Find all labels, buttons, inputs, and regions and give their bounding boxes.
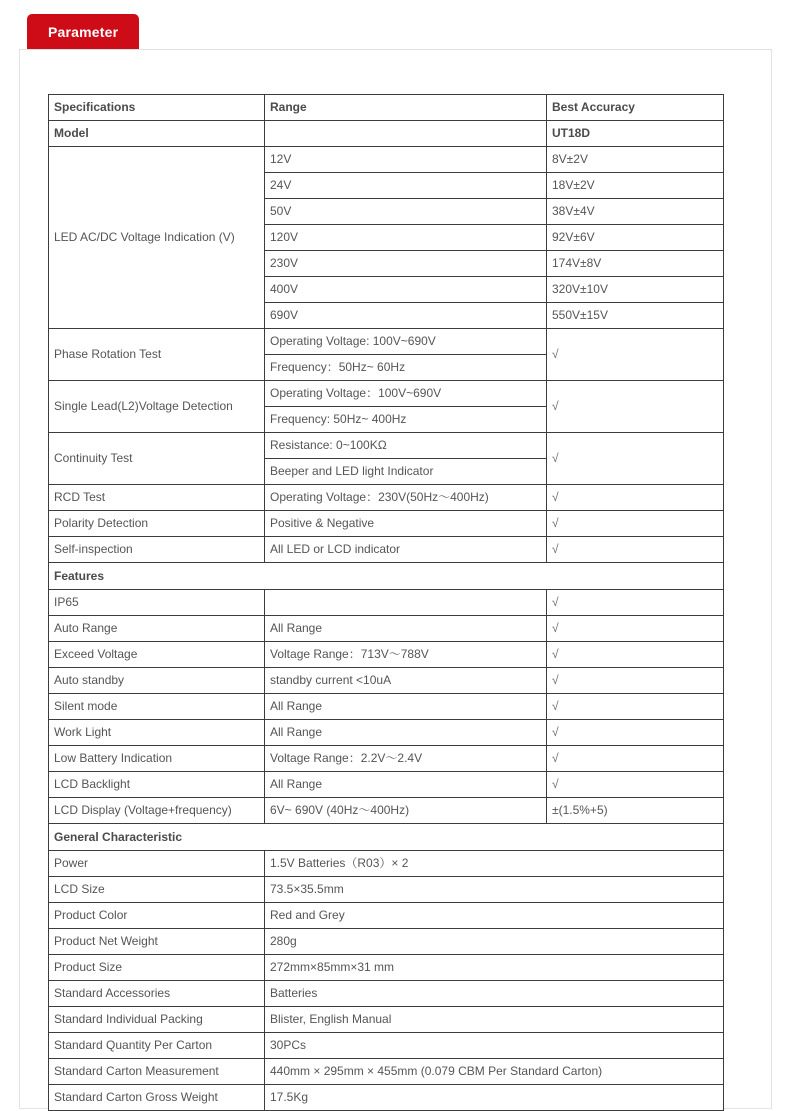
row-range: All Range <box>265 720 547 746</box>
row-range: 120V <box>265 225 547 251</box>
header-specifications: Specifications <box>49 95 265 121</box>
row-range: 12V <box>265 147 547 173</box>
row-accuracy-check: √ <box>547 433 724 485</box>
table-row-low-battery-indication <box>49 746 724 772</box>
row-label: Model <box>49 121 265 147</box>
table-row-phase-rotation-test <box>49 329 724 381</box>
row-range: Voltage Range：2.2V～2.4V <box>265 746 547 772</box>
row-label: Exceed Voltage <box>49 642 265 668</box>
row-range: All Range <box>265 694 547 720</box>
table-row-standard-quantity-per-carton <box>49 1033 724 1059</box>
row-range: 73.5×35.5mm <box>265 877 724 903</box>
tab-parameter[interactable]: Parameter <box>27 14 139 50</box>
row-label: Power <box>49 851 265 877</box>
row-range: 17.5Kg <box>265 1085 724 1111</box>
parameter-panel <box>19 49 772 1109</box>
table-row-work-light <box>49 720 724 746</box>
row-label: Polarity Detection <box>49 511 265 537</box>
tab-bar <box>0 0 790 50</box>
row-range: All Range <box>265 616 547 642</box>
table-row-standard-individual-packing <box>49 1007 724 1033</box>
row-range-group <box>265 381 547 433</box>
row-range: 230V <box>265 251 547 277</box>
row-range: 30PCs <box>265 1033 724 1059</box>
table-row-product-size <box>49 955 724 981</box>
row-label: Standard Accessories <box>49 981 265 1007</box>
row-range: Batteries <box>265 981 724 1007</box>
row-range <box>265 121 547 147</box>
row-accuracy-check: √ <box>547 511 724 537</box>
row-accuracy-check: √ <box>547 642 724 668</box>
row-accuracy: 38V±4V <box>547 199 724 225</box>
row-range: standby current <10uA <box>265 668 547 694</box>
row-accuracy-check: √ <box>547 381 724 433</box>
row-accuracy: 174V±8V <box>547 251 724 277</box>
table-row-silent-mode <box>49 694 724 720</box>
row-accuracy: 92V±6V <box>547 225 724 251</box>
row-accuracy-check: √ <box>547 485 724 511</box>
table-row-auto-standby <box>49 668 724 694</box>
section-header-general-characteristic <box>49 824 724 851</box>
row-label: Continuity Test <box>49 433 265 485</box>
row-label: Self-inspection <box>49 537 265 563</box>
row-range: 400V <box>265 277 547 303</box>
row-range: 440mm × 295mm × 455mm (0.079 CBM Per Standard Carton) <box>265 1059 724 1085</box>
row-label: Phase Rotation Test <box>49 329 265 381</box>
row-range: All LED or LCD indicator <box>265 537 547 563</box>
row-label: Product Net Weight <box>49 929 265 955</box>
header-range: Range <box>265 95 547 121</box>
row-label: Low Battery Indication <box>49 746 265 772</box>
row-label: Product Size <box>49 955 265 981</box>
header-best-accuracy: Best Accuracy <box>547 95 724 121</box>
row-label: Single Lead(L2)Voltage Detection <box>49 381 265 433</box>
table-row-standard-accessories <box>49 981 724 1007</box>
row-range: Operating Voltage：230V(50Hz～400Hz) <box>265 485 547 511</box>
row-range: Voltage Range：713V～788V <box>265 642 547 668</box>
row-label: Standard Individual Packing <box>49 1007 265 1033</box>
row-range: 6V~ 690V (40Hz～400Hz) <box>265 798 547 824</box>
table-row-self-inspection <box>49 537 724 563</box>
table-row-rcd-test <box>49 485 724 511</box>
row-range-group <box>265 329 547 381</box>
row-label-led-voltage: LED AC/DC Voltage Indication (V) <box>49 147 265 329</box>
section-header-features <box>49 563 724 590</box>
table-header-row <box>49 95 724 121</box>
row-label: LCD Backlight <box>49 772 265 798</box>
row-accuracy: 8V±2V <box>547 147 724 173</box>
row-range: Positive & Negative <box>265 511 547 537</box>
row-accuracy-check: √ <box>547 694 724 720</box>
row-label: Standard Quantity Per Carton <box>49 1033 265 1059</box>
table-row-standard-carton-measurement <box>49 1059 724 1085</box>
row-accuracy: UT18D <box>547 121 724 147</box>
row-range <box>265 590 547 616</box>
row-range: 280g <box>265 929 724 955</box>
row-label: IP65 <box>49 590 265 616</box>
row-range: 272mm×85mm×31 mm <box>265 955 724 981</box>
row-label: LCD Size <box>49 877 265 903</box>
row-accuracy: 550V±15V <box>547 303 724 329</box>
row-range: 1.5V Batteries（R03）× 2 <box>265 851 724 877</box>
row-range: Blister, English Manual <box>265 1007 724 1033</box>
row-label: Work Light <box>49 720 265 746</box>
row-accuracy-check: √ <box>547 772 724 798</box>
row-range-group <box>265 433 547 485</box>
row-range-line2: Frequency: 50Hz~ 400Hz <box>265 407 546 433</box>
table-row-product-color <box>49 903 724 929</box>
row-range-line1: Resistance: 0~100KΩ <box>265 433 546 459</box>
section-header-label: General Characteristic <box>49 824 724 851</box>
row-accuracy-check: √ <box>547 746 724 772</box>
table-row <box>49 147 724 173</box>
row-range: 50V <box>265 199 547 225</box>
row-accuracy-check: √ <box>547 720 724 746</box>
table-row-continuity-test <box>49 433 724 485</box>
table-row-ip65 <box>49 590 724 616</box>
row-accuracy: 18V±2V <box>547 173 724 199</box>
table-row-polarity-detection <box>49 511 724 537</box>
table-row-product-net-weight <box>49 929 724 955</box>
row-label: Standard Carton Gross Weight <box>49 1085 265 1111</box>
row-label: Product Color <box>49 903 265 929</box>
row-range: All Range <box>265 772 547 798</box>
row-accuracy: ±(1.5%+5) <box>547 798 724 824</box>
row-accuracy-check: √ <box>547 329 724 381</box>
table-row-auto-range <box>49 616 724 642</box>
table-row-power <box>49 851 724 877</box>
row-range: Red and Grey <box>265 903 724 929</box>
table-row-model <box>49 121 724 147</box>
row-label: Silent mode <box>49 694 265 720</box>
table-row-lcd-backlight <box>49 772 724 798</box>
row-accuracy: 320V±10V <box>547 277 724 303</box>
row-range-line2: Frequency：50Hz~ 60Hz <box>265 355 546 381</box>
row-range-line1: Operating Voltage：100V~690V <box>265 381 546 407</box>
row-label: LCD Display (Voltage+frequency) <box>49 798 265 824</box>
table-row-exceed-voltage <box>49 642 724 668</box>
row-accuracy-check: √ <box>547 590 724 616</box>
row-accuracy-check: √ <box>547 616 724 642</box>
row-range: 690V <box>265 303 547 329</box>
table-row-lcd-size <box>49 877 724 903</box>
row-range-line2: Beeper and LED light Indicator <box>265 459 546 485</box>
specifications-table <box>48 94 724 1111</box>
row-accuracy-check: √ <box>547 537 724 563</box>
section-header-label: Features <box>49 563 724 590</box>
row-range-line1: Operating Voltage: 100V~690V <box>265 329 546 355</box>
row-label: Auto standby <box>49 668 265 694</box>
table-row-standard-carton-gross-weight <box>49 1085 724 1111</box>
row-label: Standard Carton Measurement <box>49 1059 265 1085</box>
row-accuracy-check: √ <box>547 668 724 694</box>
row-range: 24V <box>265 173 547 199</box>
row-label: Auto Range <box>49 616 265 642</box>
table-row-lcd-display <box>49 798 724 824</box>
row-label: RCD Test <box>49 485 265 511</box>
table-row-single-lead-detection <box>49 381 724 433</box>
